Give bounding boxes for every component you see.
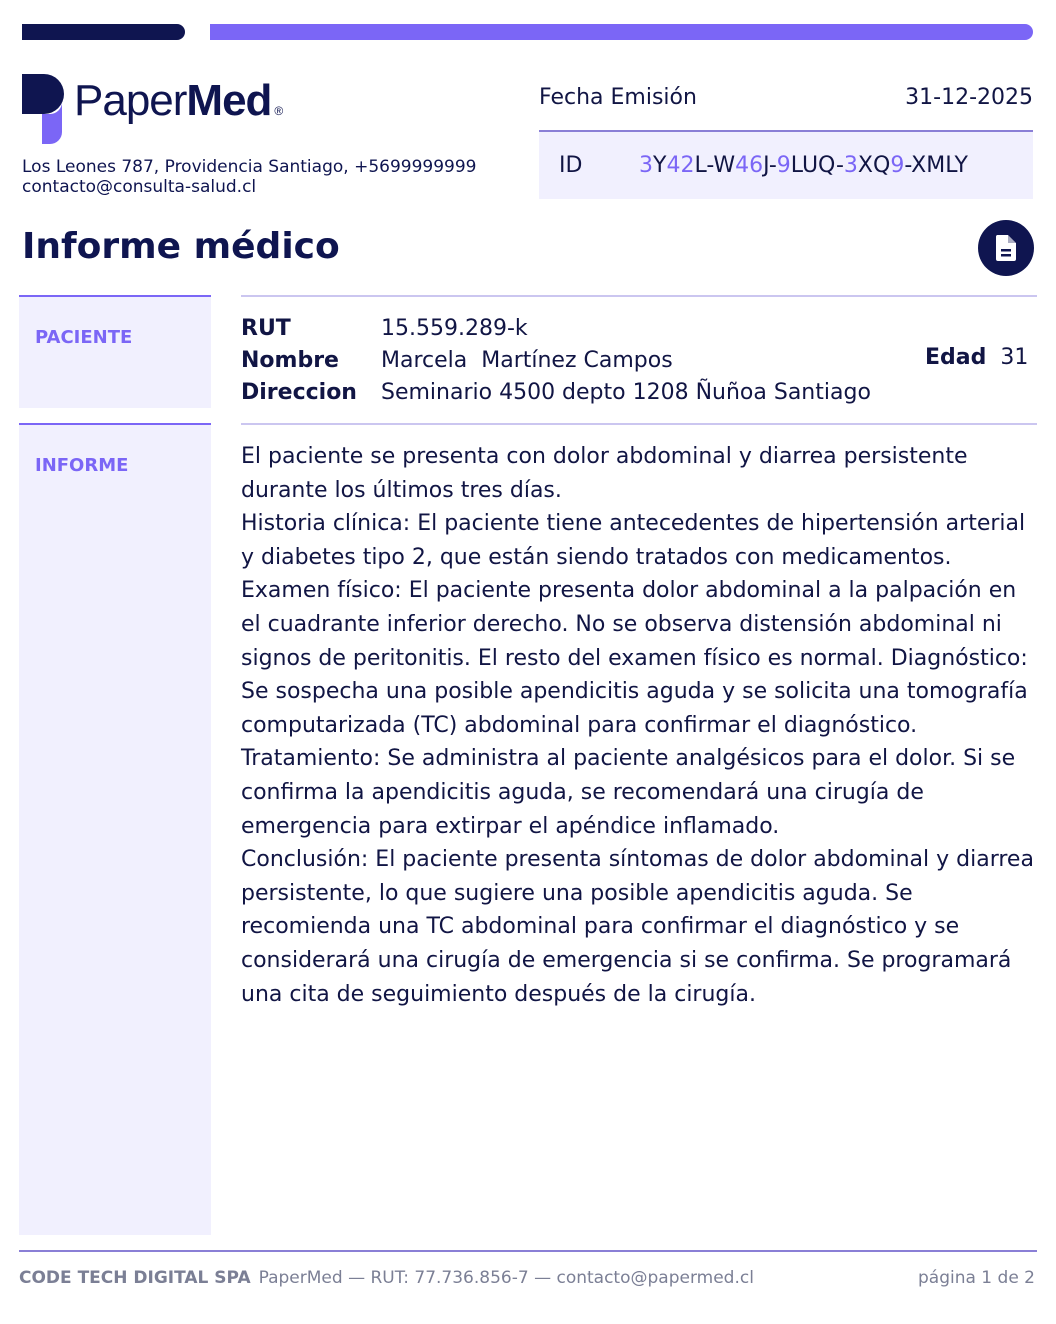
id-segment: LUQ-: [790, 153, 844, 178]
report-line: durante los últimos tres días.: [241, 477, 562, 503]
report-line: computarizada (TC) abdominal para confirmar el diagnóstico.: [241, 712, 918, 738]
age: [925, 345, 1028, 370]
report-line: persistente, lo que sugiere una posible apendicitis aguda. Se: [241, 880, 913, 906]
divider: [241, 423, 1037, 425]
report-line: Se sospecha una posible apendicitis aguda y se solicita una tomografía: [241, 679, 1028, 705]
report-line: y diabetes tipo 2, que están siendo tratados con medicamentos.: [241, 544, 952, 570]
footer-info: [19, 1268, 754, 1288]
id-segment: 3: [639, 153, 653, 178]
issue-date-label: Fecha Emisión: [539, 85, 697, 110]
report-line: El paciente se presenta con dolor abdominal y diarrea persistente: [241, 444, 968, 469]
name-row: [241, 345, 673, 377]
page-number: página 1 de 2: [917, 1268, 1035, 1288]
papermed-logo-icon: [22, 74, 64, 144]
report-line: considerará una cirugía de emergencia si se confirma. Se programará: [241, 947, 1012, 973]
address-label: Direccion: [241, 380, 357, 405]
divider: [241, 295, 1037, 297]
name-value: Marcela Martínez Campos: [381, 348, 673, 373]
rut-label: RUT: [241, 316, 291, 341]
report-line: signos de peritonitis. El resto del examen físico es normal. Diagnóstico:: [241, 645, 1028, 671]
name-label: Nombre: [241, 348, 339, 373]
age-label: Edad: [925, 345, 987, 370]
section-label-paciente: PACIENTE: [19, 295, 211, 408]
report-text: [241, 440, 1034, 1011]
report-line: Conclusión: El paciente presenta síntomas de dolor abdominal y diarrea: [241, 847, 1034, 873]
address-value: Seminario 4500 depto 1208 Ñuñoa Santiago: [381, 380, 871, 405]
clinic-email: contacto@consulta-salud.cl: [22, 177, 257, 197]
report-line: confirma la apendicitis aguda, se recomendará una cirugía de: [241, 779, 924, 805]
header-bar-accent: [210, 24, 1033, 40]
id-segment: -XMLY: [904, 153, 968, 178]
id-segment: L-W: [694, 153, 736, 178]
age-value: 31: [1000, 345, 1029, 370]
page-title: Informe médico: [22, 226, 340, 267]
rut-value: 15.559.289-k: [381, 316, 528, 341]
issue-date: 31-12-2025: [905, 85, 1033, 110]
report-line: emergencia para extirpar el apéndice inflamado.: [241, 813, 780, 839]
document-id-box: [539, 132, 1033, 199]
address-row: [241, 377, 871, 409]
id-segment: J-: [763, 153, 777, 178]
report-line: Historia clínica: El paciente tiene antecedentes de hipertensión arterial: [241, 511, 1026, 537]
report-line: el cuadrante inferior derecho. No se observa distensión abdominal ni: [241, 611, 1002, 637]
report-line: una cita de seguimiento después de la cirugía.: [241, 981, 756, 1007]
section-label-informe: INFORME: [19, 423, 211, 1235]
id-segment: 3: [843, 153, 858, 178]
report-line: Tratamiento: Se administra al paciente analgésicos para el dolor. Si se: [241, 746, 1016, 772]
document-button[interactable]: [978, 220, 1034, 276]
id-label: ID: [559, 153, 583, 178]
id-segment: 46: [735, 153, 764, 178]
rut-row: [241, 313, 528, 345]
footer-divider: [19, 1250, 1037, 1252]
report-line: recomienda una TC abdominal para confirmar el diagnóstico y se: [241, 914, 960, 940]
id-segment: 9: [776, 153, 791, 178]
id-segment: 42: [666, 153, 695, 178]
document-id: [639, 153, 968, 178]
report-line: Examen físico: El paciente presenta dolor abdominal a la palpación en: [241, 578, 1017, 604]
id-segment: Y: [653, 153, 667, 178]
clinic-address: Los Leones 787, Providencia Santiago, +5699999999: [22, 157, 477, 177]
brand-name: PaperMed ®: [74, 76, 283, 125]
footer-company: CODE TECH DIGITAL SPA: [19, 1268, 251, 1288]
clinic-contact: [22, 157, 476, 197]
footer-details: PaperMed — RUT: 77.736.856-7 — contacto@papermed.cl: [258, 1268, 754, 1288]
id-segment: 9: [890, 153, 905, 178]
document-icon: [995, 235, 1017, 261]
header-bar-dark: [22, 24, 185, 40]
id-segment: XQ: [857, 153, 891, 178]
